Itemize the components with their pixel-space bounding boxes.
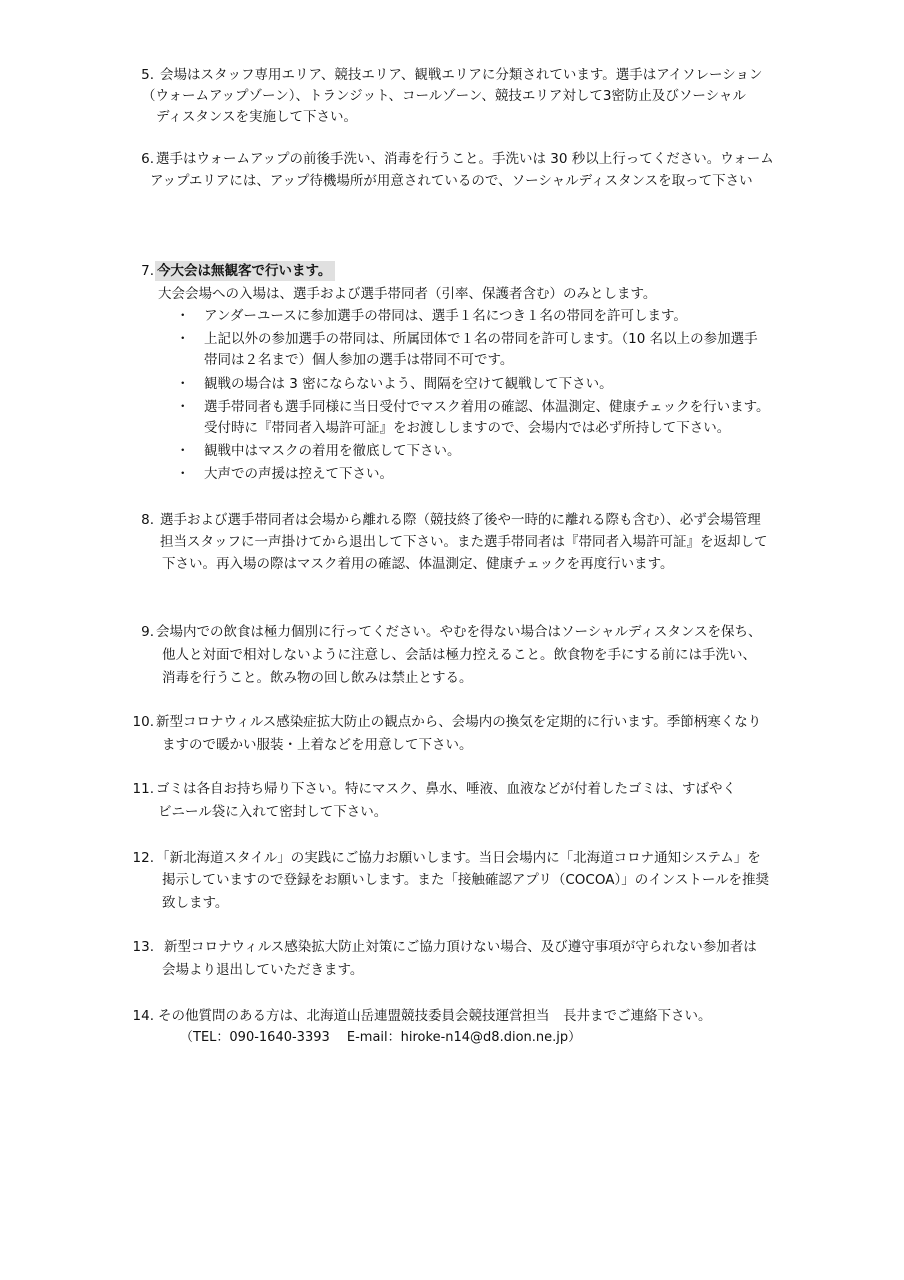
bullet-mark: ・ (176, 308, 190, 324)
bullet-text-line: 観戦中はマスクの着用を徹底して下さい。 (204, 443, 461, 459)
bullet-text-line: 帯同は２名まで）個人参加の選手は帯同不可です。 (204, 352, 514, 368)
item-text-line: 掲示していますので登録をお願いします。また「接触確認アプリ（COCOA）」のインストールを推奨 (162, 872, 770, 888)
item-heading-highlight: 今大会は無観客で行います。 (155, 261, 335, 281)
bullet-text-line: 受付時に『帯同者入場許可証』をお渡ししますので、会場内では必ず所持して下さい。 (204, 420, 731, 436)
bullet-text-line: アンダーユースに参加選手の帯同は、選手１名につき１名の帯同を許可します。 (204, 308, 687, 324)
bullet-text-line: 選手帯同者も選手同様に当日受付でマスク着用の確認、体温測定、健康チェックを行います。 (204, 399, 770, 415)
item-text-line: 会場より退出していただきます。 (162, 962, 364, 978)
item-text-line: その他質問のある方は、北海道山岳連盟競技委員会競技運営担当 長井までご連絡下さい。 (158, 1008, 712, 1024)
item-number: 8. (141, 512, 154, 528)
item-text-line: 会場内での飲食は極力個別に行ってください。やむを得ない場合はソーシャルディスタンスを保ち、 (156, 624, 762, 640)
item-text-line: ビニール袋に入れて密封して下さい。 (158, 804, 388, 820)
bullet-text-line: 大声での声援は控えて下さい。 (204, 466, 393, 482)
item-text-line: 会場はスタッフ専用エリア、競技エリア、観戦エリアに分類されています。選手はアイソレーション (160, 67, 763, 83)
item-text-line: 「新北海道スタイル」の実践にご協力お願いします。当日会場内に「北海道コロナ通知システム」を (156, 850, 761, 866)
item-text-line: 新型コロナウィルス感染症拡大防止の観点から、会場内の換気を定期的に行います。季節柄寒くなり (156, 714, 762, 730)
bullet-text-line: 上記以外の参加選手の帯同は、所属団体で１名の帯同を許可します。（10 名以上の参加選手 (204, 331, 758, 347)
item-number: 13. (132, 939, 154, 955)
item-text-line: 新型コロナウィルス感染拡大防止対策にご協力頂けない場合、及び遵守事項が守られない参加者は (164, 939, 757, 955)
item-number: 7. (141, 263, 154, 279)
bullet-mark: ・ (176, 399, 190, 415)
item-text-line: 選手および選手帯同者は会場から離れる際（競技終了後や一時的に離れる際も含む）、必ず会場管理 (160, 512, 761, 528)
item-text-line: 致します。 (162, 895, 229, 911)
item-text-line: 他人と対面で相対しないように注意し、会話は極力控えること。飲食物を手にする前には手洗い、 (162, 647, 756, 663)
item-text-line: 担当スタッフに一声掛けてから退出して下さい。また選手帯同者は『帯同者入場許可証』を返却して (160, 534, 768, 550)
bullet-mark: ・ (176, 376, 190, 392)
bullet-text-line: 観戦の場合は 3 密にならないよう、間隔を空けて観戦して下さい。 (204, 376, 613, 392)
item-number: 14. (132, 1008, 154, 1024)
item-text-line: （ウォームアップゾーン）、トランジット、コールゾーン、競技エリア対して3密防止及びソーシャル (142, 88, 746, 104)
item-text-line: ディスタンスを実施して下さい。 (156, 109, 358, 125)
bullet-mark: ・ (176, 466, 190, 482)
item-text-line: 下さい。再入場の際はマスク着用の確認、体温測定、健康チェックを再度行います。 (162, 556, 674, 572)
contact-info: （TEL：090-1640-3393 E-mail：hiroke-n14@d8.dion.ne.jp） (180, 1030, 582, 1045)
item-number: 11. (132, 781, 154, 797)
bullet-mark: ・ (176, 443, 190, 459)
item-number: 10. (132, 714, 154, 730)
item-number: 6. (141, 151, 154, 167)
item-text-line: ゴミは各自お持ち帰り下さい。特にマスク、鼻水、唾液、血液などが付着したゴミは、すばやく (156, 781, 736, 797)
item-text-line: アップエリアには、アップ待機場所が用意されているので、ソーシャルディスタンスを取って下さい (150, 173, 753, 189)
item-text-line: 消毒を行うこと。飲み物の回し飲みは禁止とする。 (162, 670, 473, 686)
item-number: 12. (132, 850, 154, 866)
item-number: 9. (141, 624, 154, 640)
item-intro-text: 大会会場への入場は、選手および選手帯同者（引率、保護者含む）のみとします。 (158, 286, 657, 302)
bullet-mark: ・ (176, 331, 190, 347)
item-text-line: 選手はウォームアップの前後手洗い、消毒を行うこと。手洗いは 30 秒以上行ってください。ウォーム (156, 151, 774, 167)
item-text-line: ますので暖かい服装・上着などを用意して下さい。 (162, 737, 473, 753)
item-number: 5. (141, 67, 154, 83)
